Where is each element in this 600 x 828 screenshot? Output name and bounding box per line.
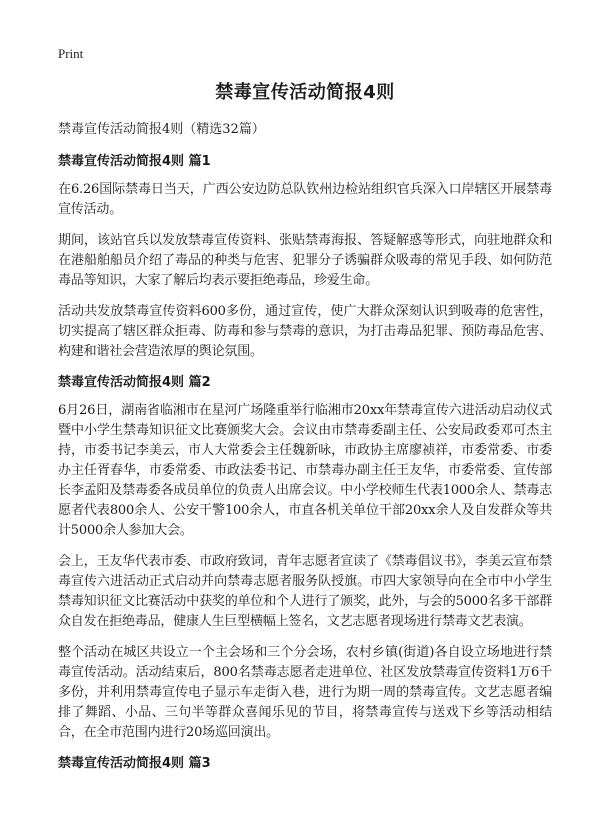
paragraph: 期间，该站官兵以发放禁毒宣传资料、张贴禁毒海报、答疑解惑等形式，向驻地群众和在港船舶船员介绍了毒品的种类与危害、犯罪分子诱骗群众吸毒的常见手段、如何防范毒品等知识，大家了解后均表示要拒绝毒品，珍爱生命。 (58, 233, 552, 288)
section-2 (58, 373, 552, 743)
page-title: 禁毒宣传活动简报4则 (215, 82, 395, 103)
article-body (58, 120, 552, 782)
section-heading: 禁毒宣传活动简报4则 篇3 (58, 756, 211, 771)
print-link[interactable]: Print (58, 46, 84, 61)
paragraph: 6月26日，湖南省临湘市在星河广场隆重举行临湘市20xx年禁毒宣传六进活动启动仪式暨中小学生禁毒知识征文比赛颁奖大会。会议由市禁毒委副主任、公安局政委邓可杰主持，市委书记李美云，市人大常委会主任魏新咏，市政协主席廖祯祥，市委常委、市委办主任胥春华，市委常委、市政法委书记、市禁毒办副主任王友华，市委常委、宣传部长李孟阳及禁毒委各成员单位的负责人出席会议。中小学校师生代表1000余人、禁毒志愿者代表800余人、公安干警100余人，市直各机关单位干部20xx余人及自发群众等共计5000余人参加大会。 (58, 403, 552, 538)
paragraph: 活动共发放禁毒宣传资料600多份，通过宣传，使广大群众深刻认识到吸毒的危害性，切实提高了辖区群众拒毒、防毒和参与禁毒的意识，为打击毒品犯罪、预防毒品危害、构建和谐社会营造浓厚的舆论氛围。 (58, 304, 552, 359)
paragraph: 整个活动在城区共设立一个主会场和三个分会场，农村乡镇(街道)各自设立场地进行禁毒宣传活动。活动结束后，800名禁毒志愿者走进单位、社区发放禁毒宣传资料1万6千多份，并利用禁毒宣传电子显示车走街入巷，进行为期一周的禁毒宣传。文艺志愿者编排了舞蹈、小品、三句半等群众喜闻乐见的节目，将禁毒宣传与送戏下乡等活动相结合，在全市范围内进行20场巡回演出。 (58, 645, 552, 740)
section-heading: 禁毒宣传活动简报4则 篇1 (58, 154, 211, 169)
section-1 (58, 152, 552, 362)
paragraph: 会上，王友华代表市委、市政府致词，青年志愿者宣读了《禁毒倡议书》，李美云宣布禁毒宣传六进活动正式启动并向禁毒志愿者服务队授旗。市四大家领导向在全市中小学生禁毒知识征文比赛活动中获奖的单位和个人进行了颁奖，此外，与会的5000名多干部群众自发在拒绝毒品，健康人生巨型横幅上签名，文艺志愿者现场进行禁毒文艺表演。 (58, 554, 552, 629)
section-heading: 禁毒宣传活动简报4则 篇2 (58, 375, 211, 390)
section-3 (58, 754, 552, 774)
article-subtitle: 禁毒宣传活动简报4则（精选32篇） (58, 122, 265, 137)
paragraph: 在6.26国际禁毒日当天，广西公安边防总队钦州边检站组织官兵深入口岸辖区开展禁毒宣传活动。 (58, 182, 552, 217)
